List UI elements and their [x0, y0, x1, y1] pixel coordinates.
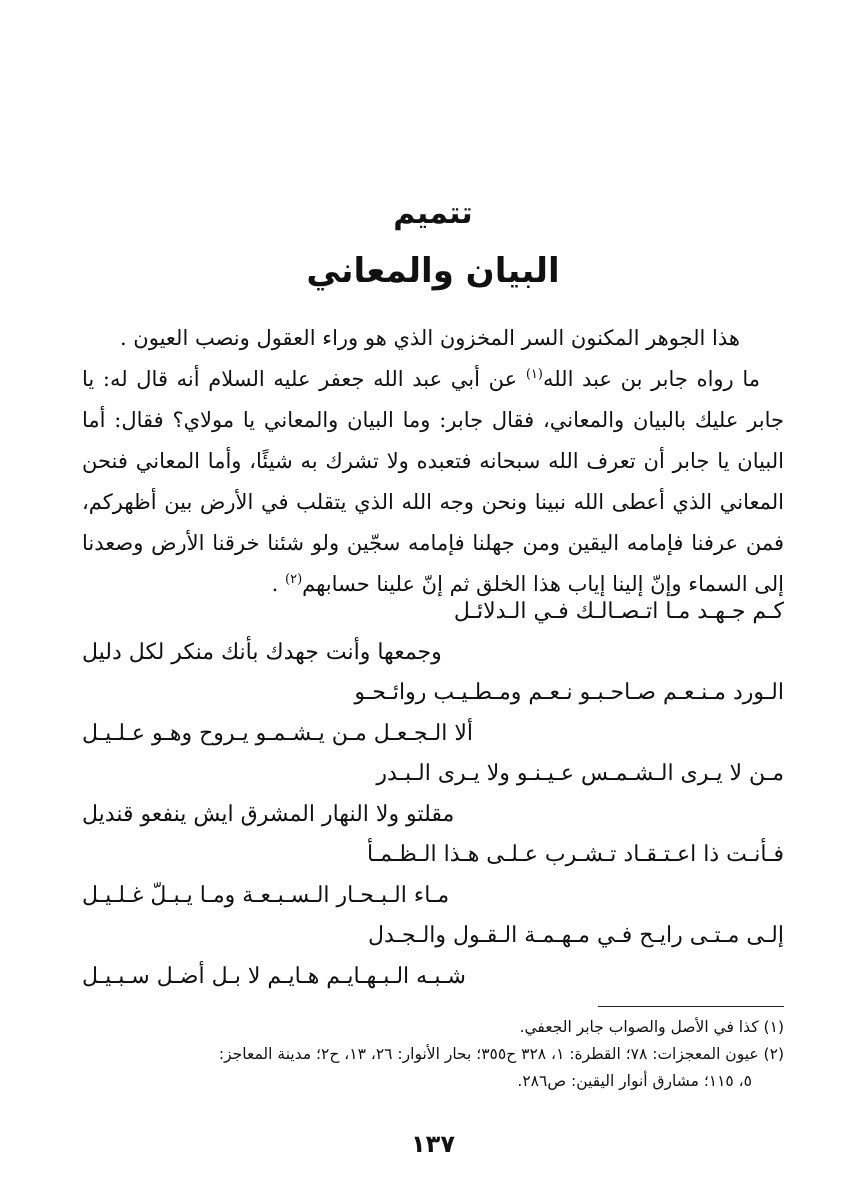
footnote-2-continued: ٥، ١١٥؛ مشارق أنوار اليقين: ص٢٨٦.	[517, 1072, 752, 1090]
hemistich: فـأنـت ذا اعـتـقـاد تـشـرب عـلـى هـذا الـظـمـأ	[366, 842, 784, 867]
poem-line	[82, 916, 784, 957]
section-subtitle: البيان والمعاني	[306, 251, 560, 291]
hemistich: ألا الـجـعـل مـن يـشـمـو يـروح وهـو عـلـيـل	[82, 720, 474, 746]
hemistich: كـم جـهـد مـا اتـصـالـك فـي الـدلائـل	[453, 599, 784, 624]
hemistich: شـبـه الـبـهـايـم هـايـم لا بـل أضـل سـبـيـل	[82, 963, 466, 989]
hadith-text-end: .	[271, 572, 285, 596]
footnote-ref-1[interactable]: (١)	[525, 367, 543, 382]
footnotes	[82, 1014, 784, 1095]
poem-line	[82, 633, 784, 674]
hadith-text-body: عن أبي عبد الله جعفر عليه السلام أنه قال له: يا جابر عليك بالبيان والمعاني، فقال جابر: وما البيان والمعاني يا مولاي؟ فقال: أما البيان يا جابر أن تعرف الله سبحانه فتعبده ولا تشرك به شيئًا، وأما المعاني فنحن المعاني الذي أعطى الله نبينا ونحن وجه الله الذي يتقلب في الأرض بين أظهركم، فمن عرفنا فإمامه اليقين ومن جهلنا فإمامه سجّين ولو شئنا خرقنا الأرض وصعدنا إلى السماء وإنّ إلينا إياب هذا الخلق ثم إنّ علينا حسابهم	[82, 367, 784, 596]
hemistich: الـورد مـنـعـم صـاحـبـو نـعـم ومـطـيـب روائـحـو	[354, 680, 784, 705]
section-title: تتميم	[393, 196, 473, 231]
poem-line	[82, 957, 784, 998]
paragraph-intro: هذا الجوهر المكنون السر المخزون الذي هو وراء العقول ونصب العيون .	[119, 326, 740, 350]
poem-line	[82, 795, 784, 836]
hemistich: مـاء الـبـحـار الـسـبـعـة ومـا يـبـلّ غـلـيـل	[82, 882, 450, 908]
poem-line	[82, 835, 784, 876]
poem-line	[82, 592, 784, 633]
footnote-ref-2[interactable]: (٢)	[285, 572, 303, 587]
hemistich: إلـى مـتـى رايـح فـي مـهـمـة الـقـول والـجـدل	[367, 923, 784, 948]
hemistich: وجمعها وأنت جهدك بأنك منكر لكل دليل	[82, 639, 442, 665]
poem-line	[82, 876, 784, 917]
paragraph-hadith	[82, 359, 784, 605]
footnote-1: (١) كذا في الأصل والصواب جابر الجعفي.	[519, 1018, 784, 1036]
page-number: ١٣٧	[411, 1130, 455, 1158]
poem-line	[82, 673, 784, 714]
poem-line	[82, 754, 784, 795]
poem	[82, 592, 784, 997]
main-text	[82, 318, 784, 605]
poem-line	[82, 714, 784, 755]
footnote-2: (٢) عيون المعجزات: ٧٨؛ القطرة: ١، ٣٢٨ ح٣٥٥؛ بحار الأنوار: ٢٦، ١٣، ح٢؛ مدينة المعاجز:	[218, 1045, 784, 1063]
hadith-text-start: ما رواه جابر بن عبد الله	[542, 367, 760, 391]
hemistich: مـن لا يـرى الـشـمـس عـيـنـو ولا يـرى الـبـدر	[376, 761, 784, 786]
footnote-divider	[598, 1006, 784, 1007]
hemistich: مقلتو ولا النهار المشرق ايش ينفعو قنديل	[82, 801, 455, 827]
